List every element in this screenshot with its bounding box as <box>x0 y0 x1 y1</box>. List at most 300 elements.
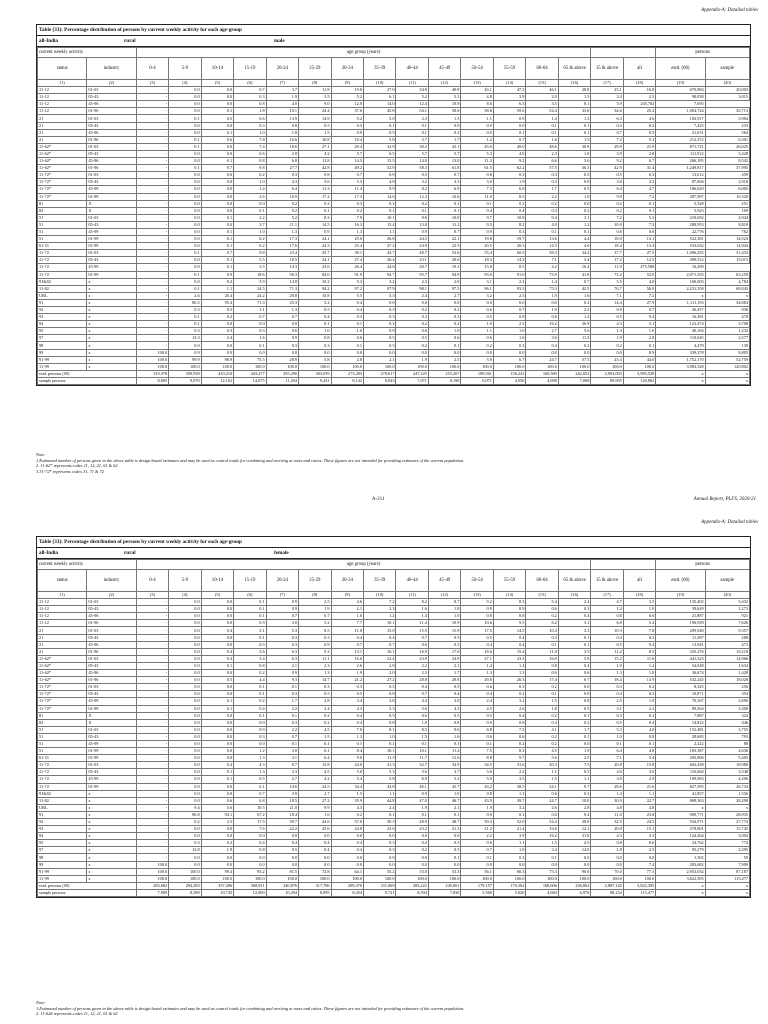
table-cell: X <box>87 200 136 207</box>
table-cell: x <box>87 292 136 299</box>
table-cell: 0.4 <box>526 342 558 349</box>
table-cell: 0.5 <box>396 335 428 342</box>
table-cell: 2.3 <box>396 278 428 285</box>
table-cell: 3.7 <box>428 769 460 776</box>
table-cell: 100.0 <box>558 363 591 370</box>
table-cell: 0.1 <box>169 165 201 172</box>
table-cell: 100.0 <box>234 363 266 370</box>
table-row <box>38 882 750 889</box>
table-cell: - <box>136 641 168 648</box>
table-row <box>38 854 750 861</box>
table-cell: 2.5 <box>493 321 525 328</box>
table-cell: 93 <box>38 314 87 321</box>
table-cell: 5.7 <box>331 150 363 157</box>
table-cell: 5.5 <box>331 292 363 299</box>
table-cell: 0.0 <box>558 854 591 861</box>
table-cell: - <box>136 606 168 613</box>
table-row <box>38 314 750 321</box>
table-cell: 26.8 <box>364 236 396 243</box>
table-cell: 5,904 <box>705 115 749 122</box>
table-cell: - <box>136 136 168 143</box>
table-cell: 0.3 <box>266 172 298 179</box>
table-cell: x <box>656 377 705 384</box>
table-cell: 100.0 <box>493 875 525 882</box>
table-row <box>38 797 750 804</box>
table-cell: 2.1 <box>428 662 460 669</box>
table-cell: 97.5 <box>428 285 460 292</box>
table-cell: 0.1 <box>461 740 493 747</box>
table-cell: 11-72 <box>38 257 87 264</box>
table-cell: 287,907 <box>656 193 705 200</box>
table-cell: 48.6 <box>526 143 558 150</box>
table-cell: 0.0 <box>331 861 363 868</box>
table-cell: 443,277 <box>234 370 266 377</box>
table-row <box>38 158 750 165</box>
table-cell: 3.6 <box>526 335 558 342</box>
table-cell: 1.0 <box>558 193 591 200</box>
table-cell: 8,454 <box>331 889 363 896</box>
table-cell: 7,909 <box>705 861 749 868</box>
table-cell: x <box>87 299 136 306</box>
column-header: 5-9 <box>169 58 201 80</box>
table-cell: 71.3 <box>234 299 266 306</box>
table-cell: 1.9 <box>526 307 558 314</box>
table-cell: 11.3 <box>364 755 396 762</box>
table-cell: 6,071 <box>461 377 493 384</box>
column-header: 45-49 <box>428 58 460 80</box>
table-cell: 6.6 <box>526 158 558 165</box>
table-cell: 0.0 <box>234 861 266 868</box>
table-cell: 0.0 <box>169 200 201 207</box>
note-line: 2. 11-62* represents codes 11, 12, 21, 61 & 62 <box>36 463 118 468</box>
table-cell: 64.1 <box>331 868 363 875</box>
table-cell: 2.6 <box>526 804 558 811</box>
table-cell: 355,290 <box>266 370 298 377</box>
table-cell: 10,294 <box>266 889 298 896</box>
table-cell: 0.0 <box>169 826 201 833</box>
column-header: estd. (00) <box>656 570 705 592</box>
table-cell: 44.6 <box>299 819 331 826</box>
table-cell: 5.3 <box>591 726 623 733</box>
table-cell: 48.7 <box>396 250 428 257</box>
table-cell: 9.8 <box>234 250 266 257</box>
table-cell: 0.4 <box>461 691 493 698</box>
table-cell: 32.9 <box>364 143 396 150</box>
table-cell: 7.8 <box>623 627 655 634</box>
table-cell: 0.5 <box>591 314 623 321</box>
table-cell: 100.0 <box>136 861 168 868</box>
table-cell: 0.5 <box>364 129 396 136</box>
table-cell: 11-12 <box>38 620 87 627</box>
table-cell: 100.0 <box>396 875 428 882</box>
table-cell: 0.0 <box>169 719 201 726</box>
table-cell: 73.9 <box>526 271 558 278</box>
table-cell: 2.3 <box>526 150 558 157</box>
table-cell: 26,734 <box>705 783 749 790</box>
table-cell: 44.0 <box>623 356 655 363</box>
table-cell: 110,645 <box>656 335 705 342</box>
data-table-frame <box>36 536 751 898</box>
table-cell: 5.3 <box>266 627 298 634</box>
table-cell: 0.0 <box>201 186 233 193</box>
table-cell: 1.6 <box>396 606 428 613</box>
table-cell: 0.0 <box>526 861 558 868</box>
table-cell: 1.7 <box>558 726 591 733</box>
table-row <box>38 221 750 228</box>
table-cell: 0.7 <box>299 613 331 620</box>
table-cell: - <box>136 662 168 669</box>
table-cell: 51 <box>38 740 87 747</box>
table-cell: 11-12 <box>38 101 87 108</box>
table-cell: 0.0 <box>169 129 201 136</box>
table-cell: 1.9 <box>331 670 363 677</box>
gender-label: female <box>274 550 289 556</box>
table-cell: 100.0 <box>526 875 558 882</box>
table-cell: 10.2 <box>299 278 331 285</box>
table-cell: 670,984 <box>656 87 705 94</box>
table-cell: 8.3 <box>299 214 331 221</box>
table-cell: 100.0 <box>558 875 591 882</box>
table-cell: 0.1 <box>558 122 591 129</box>
table-cell: 0.1 <box>623 207 655 214</box>
table-cell: 0.0 <box>201 321 233 328</box>
table-cell: 91 <box>38 811 87 818</box>
table-cell: - <box>136 193 168 200</box>
table-cell: 0.0 <box>169 861 201 868</box>
table-cell: 0.1 <box>234 207 266 214</box>
table-cell: 13,612 <box>656 172 705 179</box>
table-cell: 14.9 <box>299 115 331 122</box>
table-cell: 24.7 <box>526 797 558 804</box>
table-cell: 0.0 <box>169 179 201 186</box>
table-cell: 6.2 <box>526 620 558 627</box>
table-cell: 3,822,395 <box>623 882 655 889</box>
table-cell: 4,206 <box>705 776 749 783</box>
table-cell: 3.0 <box>266 748 298 755</box>
table-cell: 368,931 <box>234 882 266 889</box>
table-cell: 0.6 <box>331 335 363 342</box>
table-cell: 81.5 <box>266 868 298 875</box>
table-cell: 10.1 <box>364 620 396 627</box>
table-cell: 5.4 <box>526 599 558 606</box>
table-cell: 4.6 <box>558 243 591 250</box>
table-cell: 3.2 <box>493 804 525 811</box>
table-cell: 1.4 <box>461 662 493 669</box>
table-cell: 0.0 <box>526 811 558 818</box>
table-cell: 0.3 <box>493 228 525 235</box>
table-cell: x <box>87 847 136 854</box>
table-cell: 14.6 <box>364 193 396 200</box>
table-cell: 40.8 <box>428 87 460 94</box>
table-cell: - <box>136 719 168 726</box>
table-cell: - <box>136 811 168 818</box>
table-cell: 11-82 <box>38 797 87 804</box>
table-cell: 0.1 <box>558 228 591 235</box>
table-cell: 0.0 <box>169 762 201 769</box>
table-cell: - <box>136 122 168 129</box>
column-header: 65 & above <box>558 58 591 80</box>
table-cell: 14.3 <box>493 257 525 264</box>
table-cell: - <box>136 335 168 342</box>
table-cell: 0.0 <box>364 854 396 861</box>
table-cell: 1.3 <box>266 307 298 314</box>
table-cell: 1.7 <box>526 186 558 193</box>
table-cell: 6.4 <box>591 748 623 755</box>
table-cell: 0.0 <box>169 228 201 235</box>
table-cell: 24.9 <box>396 243 428 250</box>
table-cell: 1.8 <box>558 150 591 157</box>
table-cell: 1.0 <box>299 328 331 335</box>
table-cell: 21.9 <box>623 143 655 150</box>
table-cell: 0.2 <box>201 840 233 847</box>
table-cell: 1.9 <box>591 662 623 669</box>
column-header: 25-29 <box>299 570 331 592</box>
table-cell: 0.9 <box>461 606 493 613</box>
table-cell: 21 <box>38 634 87 641</box>
table-cell: 139 <box>705 342 749 349</box>
table-cell: 100.0 <box>169 363 201 370</box>
column-header: sample <box>705 58 749 80</box>
table-cell: 49.0 <box>493 143 525 150</box>
table-cell: - <box>136 762 168 769</box>
table-cell: 0.8 <box>461 172 493 179</box>
table-cell: 0.4 <box>461 641 493 648</box>
table-cell: 2.6 <box>331 662 363 669</box>
table-cell: 0.8 <box>493 613 525 620</box>
table-cell: 01-03 <box>87 214 136 221</box>
table-cell: 5.2 <box>396 94 428 101</box>
table-cell: 41,857 <box>656 790 705 797</box>
table-cell: 0.0 <box>201 172 233 179</box>
table-cell: x <box>87 840 136 847</box>
table-cell: 0.9 <box>266 599 298 606</box>
table-cell: 283,222 <box>396 882 428 889</box>
table-cell: 21 <box>38 136 87 143</box>
table-cell: 3.9 <box>461 356 493 363</box>
table-cell: 1.3 <box>493 670 525 677</box>
table-cell: 0.1 <box>201 698 233 705</box>
table-cell: 10.3 <box>591 627 623 634</box>
table-cell: 317,706 <box>299 882 331 889</box>
table-row <box>38 236 750 243</box>
table-cell: 1.1 <box>493 840 525 847</box>
table-cell: 9.0 <box>331 755 363 762</box>
table-cell: 93.2 <box>234 868 266 875</box>
table-cell: 24.1 <box>299 236 331 243</box>
table-cell: 3.5 <box>558 648 591 655</box>
table-cell: 0.1 <box>299 321 331 328</box>
table-cell: 5.5 <box>591 278 623 285</box>
table-cell: 38.1 <box>331 250 363 257</box>
table-cell: 0.1 <box>364 122 396 129</box>
table-cell: 39,649 <box>656 606 705 613</box>
table-cell: 27.2 <box>364 677 396 684</box>
table-cell: 1,004,724 <box>656 108 705 115</box>
table-cell: 0.0 <box>201 854 233 861</box>
table-cell: 0.5 <box>364 335 396 342</box>
column-number: (19) <box>656 592 705 599</box>
column-number: (4) <box>169 80 201 87</box>
table-cell: 0.5 <box>591 719 623 726</box>
table-cell: 11-99 <box>38 363 87 370</box>
table-cell: 22,776 <box>656 228 705 235</box>
table-cell: 11-72* <box>38 179 87 186</box>
table-cell: 0.5 <box>299 307 331 314</box>
table-cell: 15.8 <box>623 762 655 769</box>
table-cell: 0.1 <box>234 606 266 613</box>
table-cell: 4.5 <box>558 840 591 847</box>
column-number: (17) <box>591 592 623 599</box>
table-cell: 4.3 <box>234 762 266 769</box>
table-cell: 5.8 <box>364 136 396 143</box>
table-cell: 23.3 <box>591 356 623 363</box>
table-cell: 8.1 <box>364 726 396 733</box>
table-cell: 0.7 <box>234 314 266 321</box>
table-cell: 0.4 <box>266 840 298 847</box>
table-cell: 11-72 <box>38 776 87 783</box>
table-cell: 115,477 <box>705 875 749 882</box>
table-cell: 42.9 <box>591 165 623 172</box>
table-cell: 1.0 <box>493 328 525 335</box>
table-cell: 43.9 <box>461 797 493 804</box>
table-cell: 0.4 <box>623 719 655 726</box>
table-cell: 100.0 <box>364 875 396 882</box>
table-cell: 0.3 <box>396 314 428 321</box>
table-cell: 0.6 <box>623 613 655 620</box>
table-cell: 1,111,193 <box>656 299 705 306</box>
table-cell: 0.0 <box>364 299 396 306</box>
table-cell: 23.6 <box>299 264 331 271</box>
table-cell: 0.4 <box>331 719 363 726</box>
table-cell: 0.1 <box>201 236 233 243</box>
table-cell: 1.2 <box>364 613 396 620</box>
table-cell: 14,966 <box>705 655 749 662</box>
table-cell: 1.3 <box>493 790 525 797</box>
table-cell: 0.0 <box>493 861 525 868</box>
table-cell: 01-03 <box>87 115 136 122</box>
table-cell: 0.0 <box>201 719 233 726</box>
table-cell: 115,477 <box>623 889 655 896</box>
table-cell: 2.2 <box>461 833 493 840</box>
table-cell: 34.9 <box>396 87 428 94</box>
column-number: (8) <box>299 80 331 87</box>
table-cell: 48.7 <box>428 819 460 826</box>
table-cell: 8,805 <box>705 349 749 356</box>
table-cell: 7.4 <box>623 861 655 868</box>
table-cell: 247,225 <box>396 370 428 377</box>
table-cell: 0.2 <box>201 278 233 285</box>
table-cell: 0.0 <box>201 670 233 677</box>
table-cell: 0.0 <box>266 854 298 861</box>
table-cell: 6.9 <box>396 776 428 783</box>
table-row <box>38 243 750 250</box>
table-cell: 0.0 <box>591 861 623 868</box>
column-number: (1) <box>38 592 87 599</box>
table-cell: 93.3 <box>493 285 525 292</box>
note-line: 2. 11-62# represents codes 11, 12, 21, 61 & 62 <box>36 1011 118 1016</box>
table-cell: 602,438 <box>656 762 705 769</box>
table-cell: 2.7 <box>396 136 428 143</box>
table-cell: 1.0 <box>623 670 655 677</box>
table-cell: - <box>136 819 168 826</box>
table-cell: 0.0 <box>169 150 201 157</box>
table-cell: 01-99 <box>87 271 136 278</box>
table-cell: 1.5 <box>299 129 331 136</box>
table-cell: 24.1 <box>299 257 331 264</box>
table-cell: 774 <box>705 840 749 847</box>
table-cell: - <box>136 790 168 797</box>
table-cell: 186,629 <box>656 186 705 193</box>
table-cell: 3,708 <box>705 321 749 328</box>
table-cell: 6,005 <box>705 186 749 193</box>
table-cell: 100.0 <box>136 356 168 363</box>
table-cell: 24.5 <box>299 783 331 790</box>
table-cell: 01-99 <box>87 243 136 250</box>
table-cell: 77.3 <box>623 868 655 875</box>
table-cell: 7.2 <box>591 136 623 143</box>
table-cell: 0.6 <box>201 783 233 790</box>
table-cell: 5.6 <box>396 705 428 712</box>
table-cell: x <box>87 833 136 840</box>
table-cell: 99.4 <box>201 868 233 875</box>
table-cell: 1.4 <box>396 613 428 620</box>
table-cell: 35.7 <box>299 250 331 257</box>
table-cell: 0.1 <box>396 207 428 214</box>
table-cell: 0.1 <box>234 691 266 698</box>
table-cell: 24,762 <box>656 840 705 847</box>
table-cell: 0.0 <box>169 790 201 797</box>
table-cell: 1.1 <box>364 228 396 235</box>
table-row <box>38 868 750 875</box>
table-cell: 45-96 <box>87 158 136 165</box>
table-cell: 6,301 <box>705 136 749 143</box>
table-cell: 10.4 <box>331 136 363 143</box>
table-cell: 1.3 <box>234 755 266 762</box>
table-cell: 10,745 <box>201 889 233 896</box>
table-cell: 11.0 <box>526 648 558 655</box>
table-cell: 1.5 <box>558 136 591 143</box>
table-cell: 24.8 <box>331 826 363 833</box>
table-cell: 0.1 <box>364 740 396 747</box>
table-cell: 0.0 <box>169 797 201 804</box>
column-header: sample <box>705 570 749 592</box>
table-cell: 57.5 <box>558 356 591 363</box>
table-cell: 0.2 <box>623 122 655 129</box>
table-cell: 0.8 <box>526 662 558 669</box>
table-row <box>38 740 750 747</box>
table-cell: 2.0 <box>364 670 396 677</box>
table-cell: 46.1 <box>396 783 428 790</box>
table-cell: 0.9 <box>331 129 363 136</box>
table-cell: 57.6 <box>331 819 363 826</box>
report-name: Annual Report, PLFS, 2020-21 <box>693 497 756 502</box>
table-cell: 0.1 <box>201 257 233 264</box>
table-cell: 1.3 <box>331 228 363 235</box>
table-cell: 60.5 <box>493 250 525 257</box>
table-cell: 24.5 <box>396 236 428 243</box>
table-cell: 0.9 <box>364 328 396 335</box>
table-cell: 0.3 <box>364 307 396 314</box>
table-cell: 3.4 <box>591 94 623 101</box>
table-cell: 0.6 <box>234 150 266 157</box>
table-cell: - <box>136 655 168 662</box>
table-cell: 2,887,142 <box>591 882 623 889</box>
table-cell: 21,031 <box>656 129 705 136</box>
table-row <box>38 762 750 769</box>
table-cell: 532,245 <box>656 677 705 684</box>
data-table-frame <box>36 24 751 386</box>
table-cell: 0.2 <box>331 207 363 214</box>
